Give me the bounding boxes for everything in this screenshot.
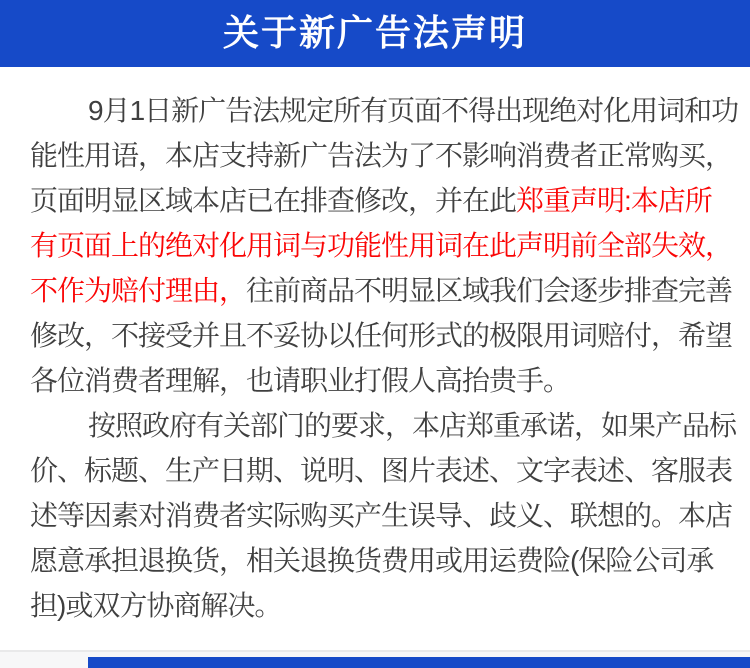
notice-text-segment: 各位消费者理解，也请职业打假人高抬贵手。 [30,365,571,396]
notice-line [30,268,733,313]
page-title: 关于新广告法声明 [222,11,527,53]
notice-text-segment: 修改，不接受并且不妥协以任何形式的极限用词赔付，希望 [30,320,733,351]
notice-line [30,358,726,403]
notice-line [30,88,739,133]
notice-line [30,493,733,538]
notice-line [30,583,726,628]
notice-text-segment: 页面明显区域本店已在排查修改，并在此 [30,185,517,216]
notice-line [30,448,733,493]
notice-text-segment: 按照政府有关部门的要求，本店郑重承诺，如果产品标 [88,410,737,441]
notice-text-segment: 价、标题、生产日期、说明、图片表述、文字表述、客服表 [30,455,733,486]
notice-line [30,223,733,268]
notice-line [30,133,733,178]
notice-line [30,538,726,583]
notice-text-segment: 往前商品不明显区域我们会逐步排查完善 [246,275,733,306]
notice-text-segment: 9月1日新广告法规定所有页面不得出现绝对化用词和功 [88,95,739,126]
notice-header-banner [0,0,750,67]
notice-text-segment: 能性用语，本店支持新广告法为了不影响消费者正常购买， [30,140,733,171]
notice-line [30,178,726,223]
next-section-blue-strip [88,657,750,668]
notice-text-segment: 述等因素对消费者实际购买产生误导、歧义、联想的。本店 [30,500,733,531]
notice-text-red-segment: 不作为赔付理由， [30,275,247,306]
notice-text-segment: 担)或双方协商解决。 [30,590,282,621]
notice-text-segment: 愿意承担退换货，相关退换货费用或用运费险(保险公司承 [30,545,714,576]
notice-line [30,313,733,358]
notice-text-red-segment: 有页面上的绝对化用词与功能性用词在此声明前全部失效， [30,230,733,261]
notice-line [30,403,737,448]
notice-body [30,88,739,628]
notice-text-red-segment: 郑重声明:本店所 [516,185,712,216]
